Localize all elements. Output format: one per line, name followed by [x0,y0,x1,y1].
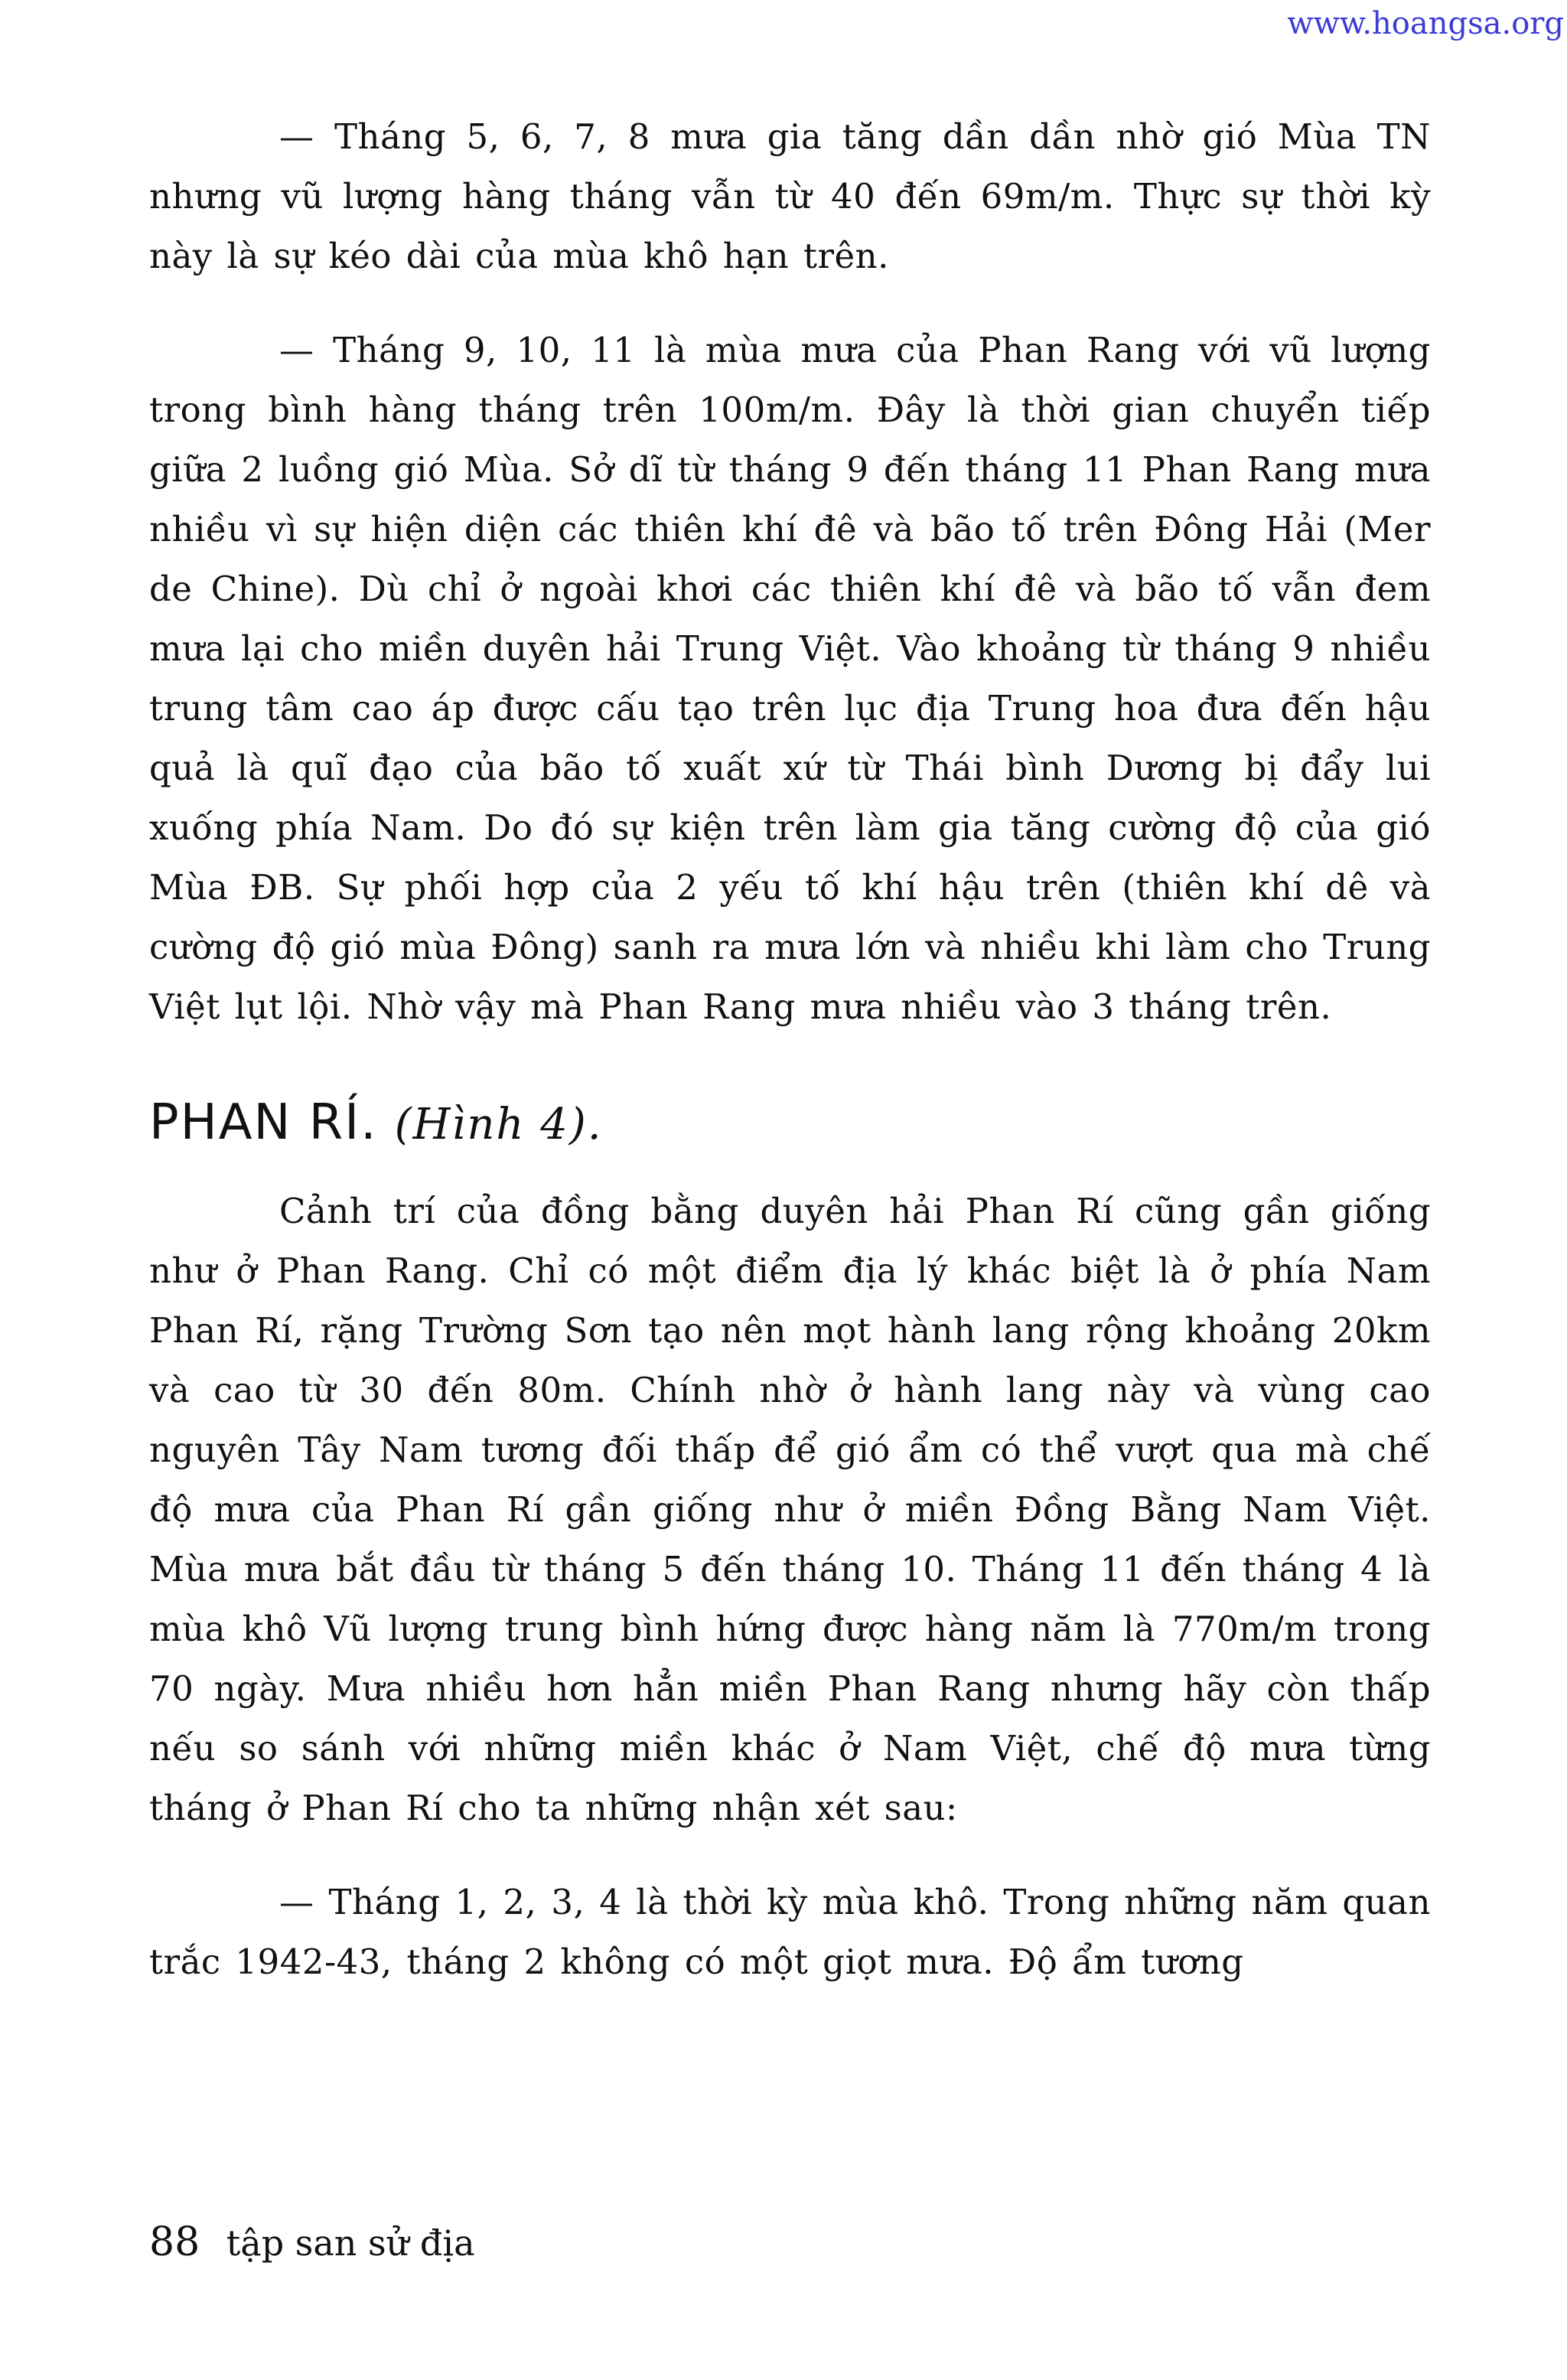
journal-name: tập san sử địa [226,2222,475,2264]
paragraph-jan-april: — Tháng 1, 2, 3, 4 là thời kỳ mùa khô. Trong những năm quan trắc 1942-43, tháng 2 không có một giọt mưa. Độ ẩm tương [149,1882,1431,1982]
section-heading-phan-ri [149,1094,1431,1151]
section-title: PHAN RÍ. [149,1094,378,1151]
paragraph-sept-nov: — Tháng 9, 10, 11 là mùa mưa của Phan Rang với vũ lượng trong bình hàng tháng trên 100m/m. Đây là thời gian chuyển tiếp giữa 2 luồng gió Mùa. Sở dĩ từ tháng 9 đến tháng 11 Phan Rang mưa nhiều vì sự hiện diện các thiên khí đê và bão tố trên Đông Hải (Mer de Chine). Dù chỉ ở ngoài khơi các thiên khí đê và bão tố vẫn đem mưa lại cho miền duyên hải Trung Việt. Vào khoảng từ tháng 9 nhiều trung tâm cao áp được cấu tạo trên lục địa Trung hoa đưa đến hậu quả là quĩ đạo của bão tố xuất xứ từ Thái bình Dương bị đẩy lui xuống phía Nam. Do đó sự kiện trên làm gia tăng cường độ của gió Mùa ĐB. Sự phối hợp của 2 yếu tố khí hậu trên (thiên khí dê và cường độ gió mùa Đông) sanh ra mưa lớn và nhiều khi làm cho Trung Việt lụt lội. Nhờ vậy mà Phan Rang mưa nhiều vào 3 tháng trên. [149,330,1431,1027]
page-number: 88 [149,2219,200,2265]
watermark[interactable]: www.hoangsa.org [1287,6,1564,41]
page-footer [149,2219,475,2265]
paragraph-may-august: — Tháng 5, 6, 7, 8 mưa gia tăng dần dần nhờ gió Mùa TN nhưng vũ lượng hàng tháng vẫn từ 40 đến 69m/m. Thực sự thời kỳ này là sự kéo dài của mùa khô hạn trên. [149,116,1431,276]
figure-reference: (Hình 4). [394,1100,603,1149]
page-body [149,107,1431,1992]
paragraph-phan-ri-overview: Cảnh trí của đồng bằng duyên hải Phan Rí cũng gần giống như ở Phan Rang. Chỉ có một điểm địa lý khác biệt là ở phía Nam Phan Rí, rặng Trường Sơn tạo nên mọt hành lang rộng khoảng 20km và cao từ 30 đến 80m. Chính nhờ ở hành lang này và vùng cao nguyên Tây Nam tương đối thấp để gió ẩm có thể vượt qua mà chế độ mưa của Phan Rí gần giống như ở miền Đồng Bằng Nam Việt. Mùa mưa bắt đầu từ tháng 5 đến tháng 10. Tháng 11 đến tháng 4 là mùa khô Vũ lượng trung bình hứng được hàng năm là 770m/m trong 70 ngày. Mưa nhiều hơn hẳn miền Phan Rang nhưng hãy còn thấp nếu so sánh với những miền khác ở Nam Việt, chế độ mưa từng tháng ở Phan Rí cho ta những nhận xét sau: [149,1191,1431,1828]
